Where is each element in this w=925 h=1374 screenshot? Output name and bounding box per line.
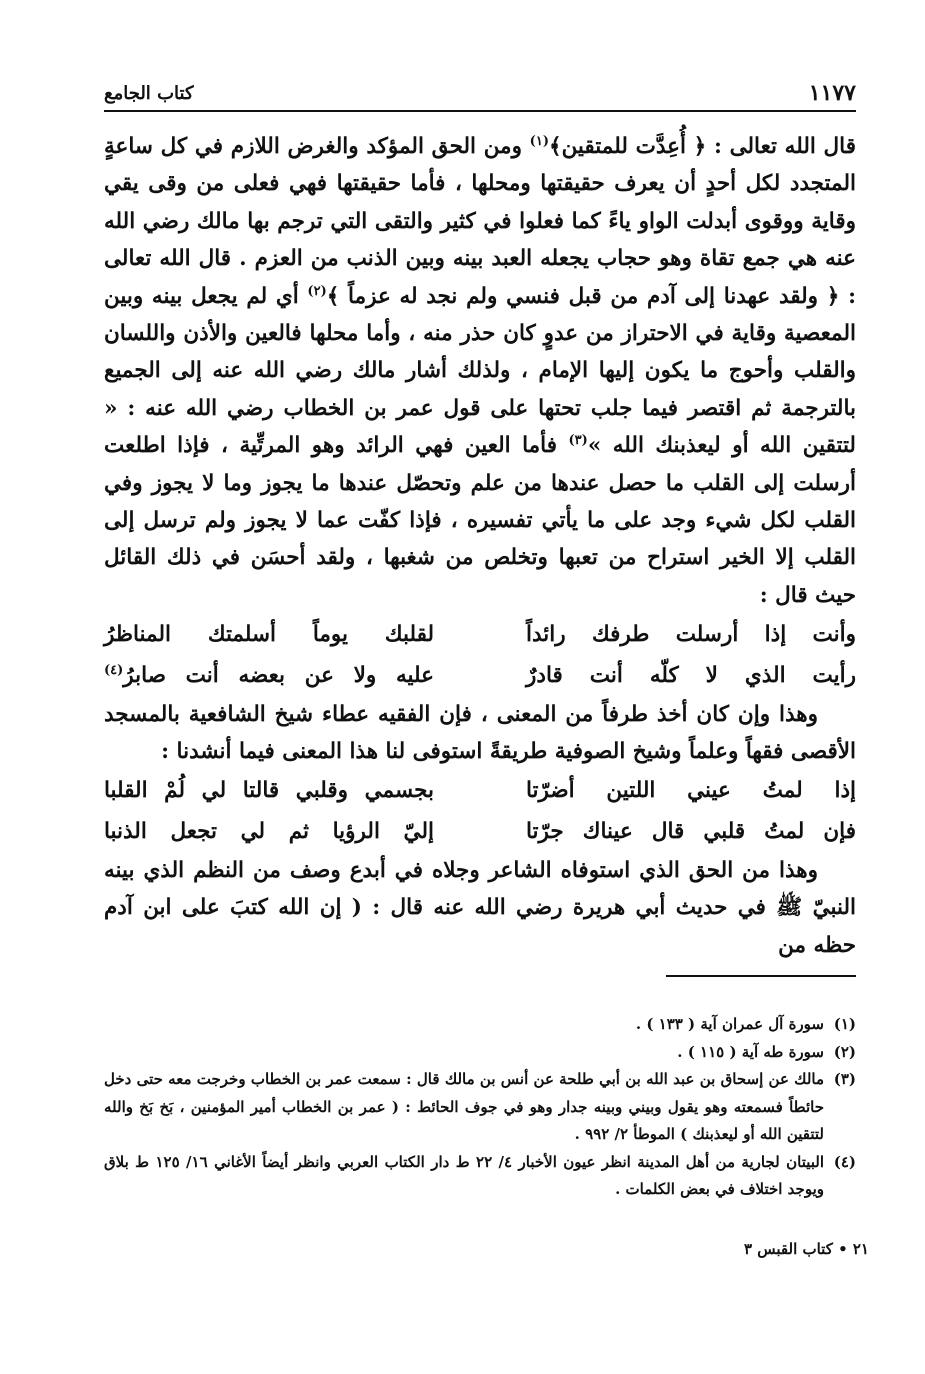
poem-2 <box>104 770 856 851</box>
page-number: ١١٧٧ <box>808 80 856 106</box>
hemistich: إذا لمتُ عيني اللتين أضرّتا <box>526 778 856 804</box>
footnote-4 <box>104 1149 856 1204</box>
paragraph-1-text-a: ومن الحق المؤكد والغرض اللازم في كل ساعةٍ المتجدد لكل أحدٍ أن يعرف حقيقتها ومحلها ، فأما حقيقتها فهي فعلى من وقى يقي وقاية ووقوى أبدلت الواو ياءً كما فعلوا في كثير والتقى التي ترجم بها مالك رضي الله عنه هي جمع تقاة وهو حجاب يجعله العبد بينه وبين الذنب من العزم . قال الله تعالى : <box>104 134 857 309</box>
quran-quote-1: ﴿ أُعِدَّت للمتقين﴾ <box>548 134 707 159</box>
paragraph-1-text-c: فأما العين فهي الرائد وهو المرتِّية ، فإذا اطلعت أرسلت إلى القلب ما حصل عندها من علم وتحصّل عندها ما يجوز وما لا يجوز وفي القلب لكل شيء وجد على ما يأتي تفسيره ، فإذا كفّت عما لا يجوز ولم ترسل إلى القلب إلا الخير استراح من تعبها وتخلص من شغبها ، ولقد أحسَن في ذلك القائل حيث قال : <box>104 433 856 608</box>
paragraph-3: وهذا من الحق الذي استوفاه الشاعر وجلاه في أبدع وصف من النظم الذي بينه النبيّ ﷺ في حديث أبي هريرة رضي الله عنه قال : ( إن الله كتبَ على ابن آدم حظه من <box>104 857 856 958</box>
footnote-1 <box>104 1011 856 1039</box>
main-text <box>104 128 856 964</box>
hemistich: لقلبك يوماً أسلمتك المناظرُ <box>104 621 434 647</box>
paragraph-2: وهذا وإن كان أخذ طرفاً من المعنى ، فإن الفقيه عطاء شيخ الشافعية بالمسجد الأقصى فقهاً وعلماً وشيخ الصوفية طريقةً استوفى لنا هذا المعنى فيما أنشدنا : <box>104 701 856 765</box>
footnote-number: (٤) <box>833 1152 856 1171</box>
hemistich: وأنت إذا أرسلت طرفك رائداً <box>526 621 856 647</box>
paragraph-1-text-b: أي لم يجعل بينه وبين المعصية وقاية في الاحتراز من عدوٍ كان حذر منه ، وأما محلها فالعين والأذن واللسان والقلب وأحوج ما يكون إليها الإمام ، ولذلك أشار مالك رضي الله عنه إلى الجميع بالترجمة ثم اقتصر فيما جلب تحتها على قول عمر بن الخطاب رضي الله عنه : « لتتقين الله أو ليعذبنك الله » <box>104 283 856 459</box>
footnote-ref-3: (٣) <box>568 433 588 449</box>
quran-quote-2: ﴿ ولقد عهدنا إلى آدم من قبل فنسي ولم نجد له عزماً ﴾ <box>326 283 840 309</box>
paragraph-1 <box>104 128 856 614</box>
hemistich-text: عليه ولا عن بعضه أنت صابرُ <box>123 662 434 688</box>
footnote-number: (١) <box>833 1015 856 1033</box>
footnote-text: سورة آل عمران آية ( ١٣٣ ) . <box>635 1015 824 1033</box>
footnote-number: (٢) <box>833 1042 856 1061</box>
footnote-ref-2: (٢) <box>307 283 327 299</box>
footnote-ref-1: (١) <box>529 133 549 149</box>
footnote-text: البيتان لجارية من أهل المدينة انظر عيون الأخبار ٤/ ٢٢ ط دار الكتاب العربي وانظر أيضاً الأغاني ١٦/ ١٢٥ ط بلاق ويوجد اختلاف في بعض الكلمات . <box>104 1152 825 1198</box>
footnote-separator <box>666 975 856 977</box>
intro-text: قال الله تعالى : <box>706 134 856 159</box>
hemistich: رأيت الذي لا كلّه أنت قادرٌ <box>526 662 856 688</box>
poem-1-verse-1 <box>104 614 856 655</box>
footnote-text: مالك عن إسحاق بن عبد الله بن أبي طلحة عن أنس بن مالك قال : سمعت عمر بن الخطاب وخرجت معه حتى دخل حائطاً فسمعته وهو يقول وبيني وبينه جدار وهو في جوف الحائط : ( عمر بن الخطاب أمير المؤمنين ، بَخ بَخ والله لتتقين الله أو ليعذبنك ) الموطأ ٢/ ٩٩٢ . <box>104 1070 824 1143</box>
footnote-2 <box>104 1039 856 1067</box>
signature-mark: ٢١ • كتاب القبس ٣ <box>744 1240 869 1258</box>
poem-2-verse-1 <box>104 770 856 811</box>
footnotes <box>104 1011 856 1204</box>
poem-2-verse-2 <box>104 811 856 852</box>
footnote-ref-4: (٤) <box>104 662 124 678</box>
page-header <box>104 76 856 112</box>
running-title: كتاب الجامع <box>104 82 194 104</box>
hemistich: بجسمي وقلبي قالتا لي لُمْ القلبا <box>104 778 434 804</box>
footnote-text: سورة طه آية ( ١١٥ ) . <box>677 1042 824 1061</box>
hemistich: إليّ الرؤيا ثم لي تجعل الذنبا <box>104 818 434 844</box>
footnote-3 <box>104 1066 856 1149</box>
poem-1-verse-2 <box>104 655 856 696</box>
hemistich <box>104 657 434 694</box>
hemistich: فإن لمتُ قلبي قال عيناك جرّتا <box>526 818 856 844</box>
footnote-number: (٣) <box>833 1070 856 1088</box>
poem-1 <box>104 614 856 695</box>
